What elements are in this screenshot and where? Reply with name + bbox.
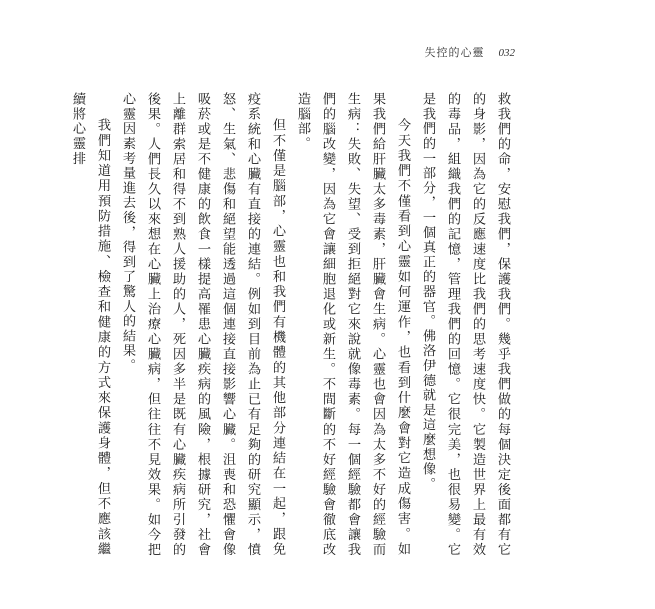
page-number: 032: [498, 47, 515, 59]
running-head: [425, 44, 516, 60]
body-text: [70, 92, 515, 557]
paragraph: 今天我們不僅看到心靈如何運作，也看到什麼會對它造成傷害。如果我們給肝臟太多毒素，肝臟會生病。心靈也會因為太多不好的經驗而生病：失敗、失望、受到拒絕對它來說就像毒素。每一個經驗都會讓我們的腦改變，因為它會讓細胞退化或新生。不間斷的不好經驗會徹底改造腦部。: [295, 92, 410, 557]
running-head-title: 失控的心靈: [424, 46, 485, 59]
paragraph: 救我們的命，安慰我們，保護我們。幾乎我們做的每個決定後面都有它的身影，因為它的反應速度比我們的思考速度快。它製造世界上最有效的毒品，組織我們的記憶，管理我們的回憶。它很完美，也很易變。它是我們的一部分，一個真正的器官。佛洛伊德就是這麼想像。: [420, 92, 510, 557]
paragraph: 我們知道用預防措施、檢查和健康的方式來保護身體，但不應該繼續將心靈排: [70, 92, 110, 557]
paragraph: 但不僅是腦部，心靈也和我們有機體的其他部分連結在一起，跟免疫系統和心臟有直接的連結。例如到目前為止已有足夠的研究顯示，憤怒、生氣、悲傷和絕望能透過這個連接直接影響心臟。沮喪和恐懼會像吸菸或是不健康的飲食一樣提高罹患心臟疾病的風險，根據研究，社會上離群索居和得不到熟人援助的人，死因多半是既有心臟疾病所引發的後果。人們長久以來想在心臟上治療心臟病，但往往不見效果。如今把心靈因素考量進去後，得到了驚人的結果。: [120, 92, 285, 557]
